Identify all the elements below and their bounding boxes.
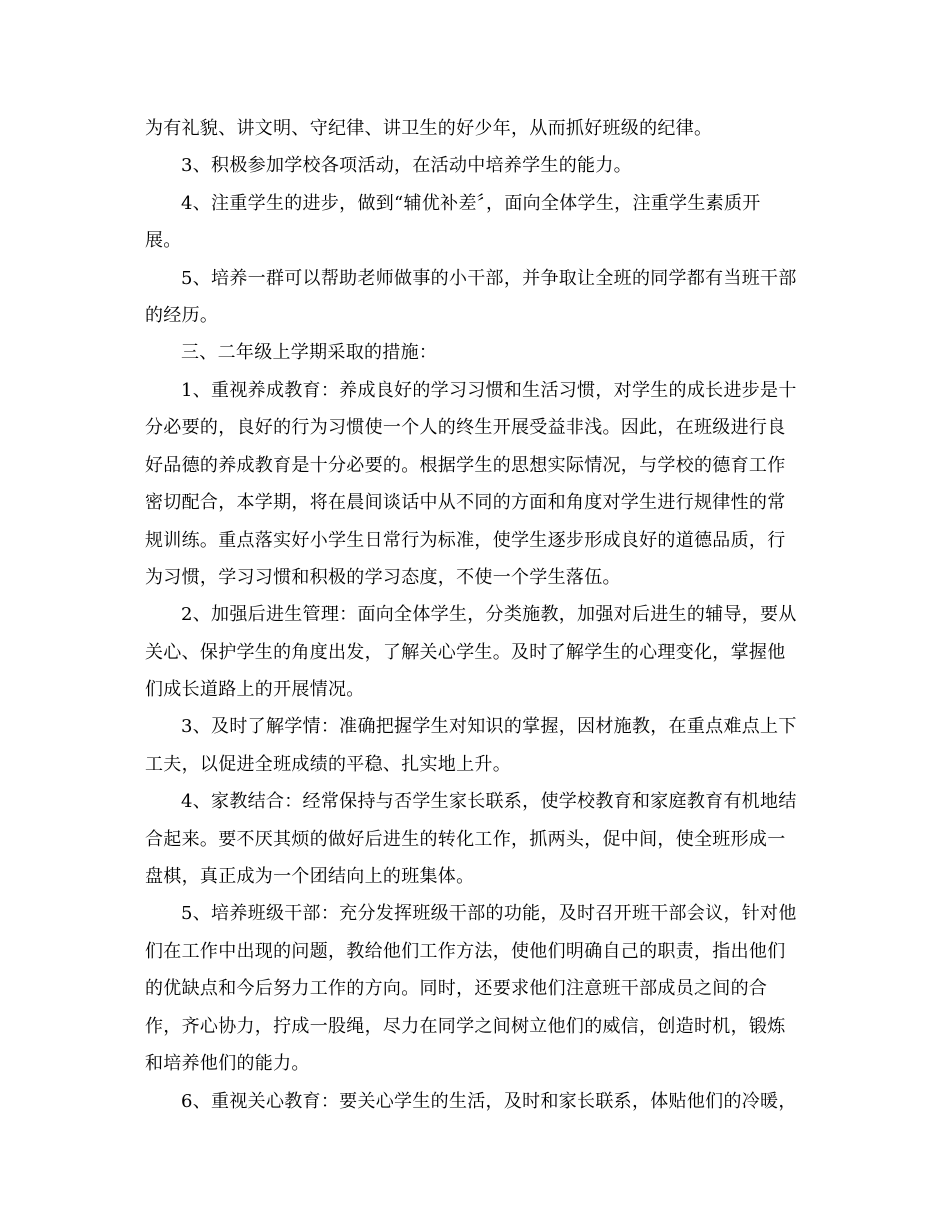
text-line: 4、注重学生的进步，做到“辅优补差〞，面向全体学生，注重学生素质开 <box>181 193 761 214</box>
text-line: 展。 <box>145 230 182 251</box>
text-line: 5、培养班级干部：充分发挥班级干部的功能，及时召开班干部会议，针对他 <box>181 903 797 924</box>
text-line: 3、积极参加学校各项活动，在活动中培养学生的能力。 <box>181 155 632 176</box>
text-line: 们成长道路上的开展情况。 <box>145 679 365 700</box>
text-line: 2、加强后进生管理：面向全体学生，分类施教，加强对后进生的辅导，要从 <box>181 604 797 625</box>
text-line: 3、及时了解学情：准确把握学生对知识的掌握，因材施教，在重点难点上下 <box>181 716 797 737</box>
text-line: 密切配合，本学期，将在晨间谈话中从不同的方面和角度对学生进行规律性的常 <box>145 492 786 513</box>
text-line: 4、家教结合：经常保持与否学生家长联系，使学校教育和家庭教育有机地结 <box>181 791 797 812</box>
text-line: 为习惯，学习习惯和积极的学习态度，不使一个学生落伍。 <box>145 567 621 588</box>
text-line: 工夫，以促进全班成绩的平稳、扎实地上升。 <box>145 754 511 775</box>
text-line: 合起来。要不厌其烦的做好后进生的转化工作，抓两头，促中间，使全班形成一 <box>145 829 786 850</box>
text-line: 盘棋，真正成为一个团结向上的班集体。 <box>145 866 475 887</box>
text-line: 关心、保护学生的角度出发，了解关心学生。及时了解学生的心理变化，掌握他 <box>145 642 786 663</box>
text-line: 和培养他们的能力。 <box>145 1053 310 1074</box>
text-line: 好品德的养成教育是十分必要的。根据学生的思想实际情况，与学校的德育工作 <box>145 455 786 476</box>
text-line: 1、重视养成教育：养成良好的学习习惯和生活习惯，对学生的成长进步是十 <box>181 380 797 401</box>
text-line: 们在工作中出现的问题，教给他们工作方法，使他们明确自己的职责，指出他们 <box>145 941 786 962</box>
text-line: 的经历。 <box>145 305 219 326</box>
text-line: 作，齐心协力，拧成一股绳，尽力在同学之间树立他们的威信，创造时机，锻炼 <box>145 1016 786 1037</box>
text-line: 为有礼貌、讲文明、守纪律、讲卫生的好少年，从而抓好班级的纪律。 <box>145 118 713 139</box>
text-line: 规训练。重点落实好小学生日常行为标准，使学生逐步形成良好的道德品质，行 <box>145 530 786 551</box>
text-line: 分必要的，良好的行为习惯使一个人的终生开展受益非浅。因此，在班级进行良 <box>145 417 786 438</box>
text-line: 5、培养一群可以帮助老师做事的小干部，并争取让全班的同学都有当班干部 <box>181 268 797 289</box>
text-line: 的优缺点和今后努力工作的方向。同时，还要求他们注意班干部成员之间的合 <box>145 978 768 999</box>
text-line: 6、重视关心教育：要关心学生的生活，及时和家长联系，体贴他们的冷暖， <box>181 1091 797 1112</box>
section-heading: 三、二年级上学期采取的措施： <box>181 342 438 363</box>
